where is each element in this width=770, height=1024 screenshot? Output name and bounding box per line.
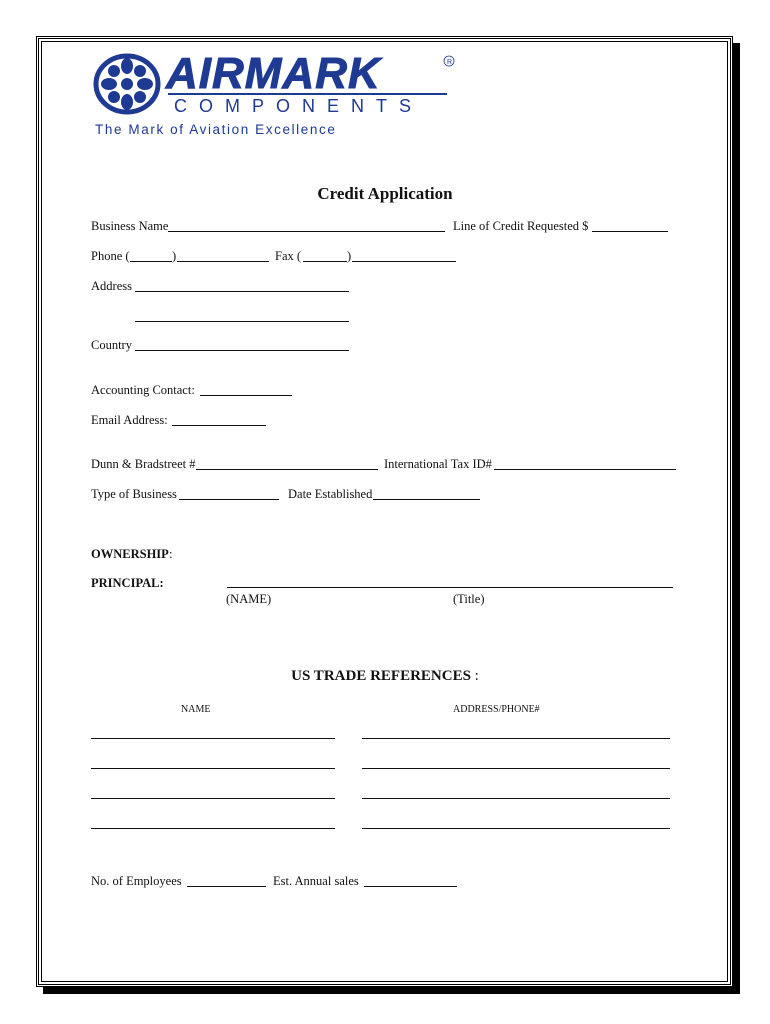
accounting-contact-label: Accounting Contact: [91,383,195,397]
principal-label: PRINCIPAL: [91,576,164,590]
dunn-bradstreet-label: Dunn & Bradstreet # [91,457,196,471]
trade-ref-1-address-field[interactable] [362,738,670,739]
type-of-business-label: Type of Business [91,487,177,501]
address-label: Address [91,279,132,293]
line-of-credit-field[interactable] [592,231,668,232]
trade-references-heading [0,668,770,685]
trade-ref-2-address-field[interactable] [362,768,670,769]
business-name-label: Business Name [91,219,169,233]
logo-tagline: The Mark of Aviation Excellence [95,122,337,137]
annual-sales-field[interactable] [364,886,457,887]
date-established-field[interactable] [373,499,480,500]
email-address-field[interactable] [172,425,266,426]
fax-label: Fax ( [275,249,302,263]
address-line-2-field[interactable] [135,321,349,322]
phone-close-paren: ) [172,249,177,263]
country-label: Country [91,338,132,352]
international-tax-label: International Tax ID# [384,457,492,471]
trade-references-colon: : [474,668,479,684]
phone-label: Phone ( [91,249,130,263]
phone-area-code-field[interactable] [130,261,172,262]
airmark-logo [92,50,462,150]
fax-area-code-field[interactable] [303,261,347,262]
address-line-1-field[interactable] [135,291,349,292]
trade-ref-2-name-field[interactable] [91,768,335,769]
logo-registered: R [447,59,453,66]
logo-mark-icon [96,56,158,112]
business-name-field[interactable] [168,231,445,232]
dunn-bradstreet-field[interactable] [196,469,378,470]
email-address-label: Email Address: [91,413,168,427]
trade-ref-4-name-field[interactable] [91,828,335,829]
trade-references-title: US TRADE REFERENCES [291,668,471,684]
ownership-heading: OWNERSHIP [91,547,169,561]
logo-brand: AIRMARK [166,50,381,98]
logo-sub: COMPONENTS [174,96,424,116]
employees-field[interactable] [187,886,266,887]
ownership-colon: : [169,547,173,561]
fax-close-paren: ) [347,249,352,263]
trade-ref-1-name-field[interactable] [91,738,335,739]
trade-ref-address-header: ADDRESS/PHONE# [453,704,540,715]
international-tax-field[interactable] [494,469,676,470]
page-title: Credit Application [317,184,453,203]
annual-sales-label: Est. Annual sales [273,874,359,888]
page-frame [36,36,733,987]
date-established-label: Date Established [288,487,373,501]
line-of-credit-label: Line of Credit Requested $ [453,219,589,233]
trade-ref-3-address-field[interactable] [362,798,670,799]
trade-ref-4-address-field[interactable] [362,828,670,829]
fax-number-field[interactable] [352,261,456,262]
trade-ref-name-header: NAME [181,704,211,715]
trade-ref-3-name-field[interactable] [91,798,335,799]
principal-name-caption: (NAME) [226,592,272,606]
type-of-business-field[interactable] [179,499,279,500]
employees-label: No. of Employees [91,874,182,888]
country-field[interactable] [135,350,349,351]
phone-number-field[interactable] [177,261,269,262]
principal-field[interactable] [227,587,673,588]
accounting-contact-field[interactable] [200,395,292,396]
principal-title-caption: (Title) [453,592,485,606]
